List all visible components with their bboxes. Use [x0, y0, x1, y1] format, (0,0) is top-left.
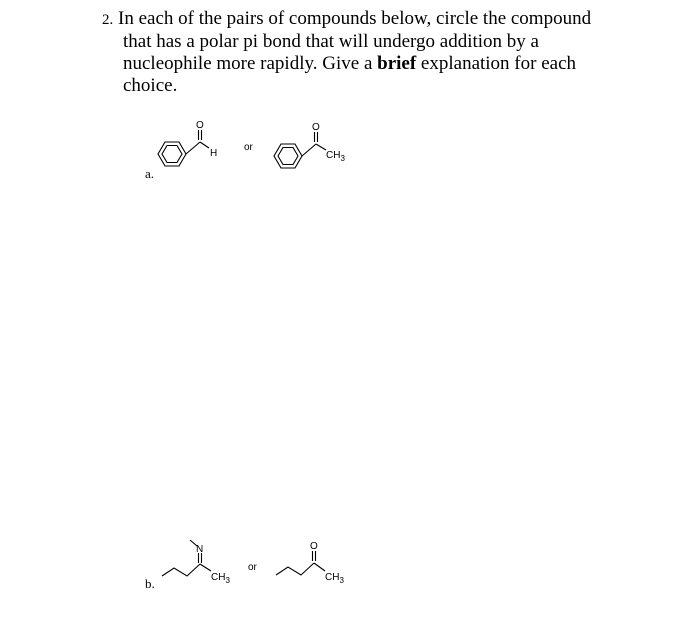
benzene-inner-ring-right [278, 148, 298, 165]
bond-carbonyl-methyl-a [316, 144, 326, 150]
oxygen-atom-b-right: O [310, 541, 318, 552]
question-text-1: In each of the pairs of compounds below, circle the compound [118, 8, 592, 29]
question-text-3: nucleophile more rapidly. Give a [123, 53, 373, 74]
question-text-3-end: explanation for each [420, 53, 577, 74]
imine-carbon-chain [162, 564, 200, 576]
methyl-group-a-right: $CH_3$ [326, 150, 345, 163]
question-line-4: choice. [123, 75, 178, 96]
bond-carbonyl-h [200, 142, 209, 148]
methyl-group-b-left: $CH_3$ [211, 572, 230, 585]
part-a-label: a. [145, 166, 155, 181]
question-number: 2. [102, 12, 114, 28]
ketone-carbon-chain [276, 563, 314, 575]
oxygen-atom-a-left: O [196, 120, 204, 131]
benzene-inner-ring-left [162, 146, 182, 163]
or-text-b: or [248, 562, 257, 573]
nitrogen-atom: N [196, 544, 204, 555]
part-b-label: b. [145, 576, 155, 591]
or-text-a: or [244, 142, 253, 153]
methyl-group-b-right: $CH_3$ [325, 572, 344, 585]
benzaldehyde-structure [158, 120, 217, 166]
bond-ring-carbonyl-right [302, 144, 316, 156]
question-bold-word: brief [377, 53, 417, 74]
bond-ketone-methyl [314, 563, 325, 571]
oxygen-atom-a-right: O [312, 122, 320, 133]
bond-imine-methyl [200, 564, 211, 571]
hydrogen-atom-a-left: H [210, 148, 218, 159]
bond-ring-carbonyl-left [186, 142, 200, 154]
ketone-structure [276, 541, 344, 585]
imine-structure [162, 540, 230, 585]
acetophenone-structure [274, 122, 345, 168]
question-line-2: that has a polar pi bond that will undergo addition by a [123, 31, 539, 52]
